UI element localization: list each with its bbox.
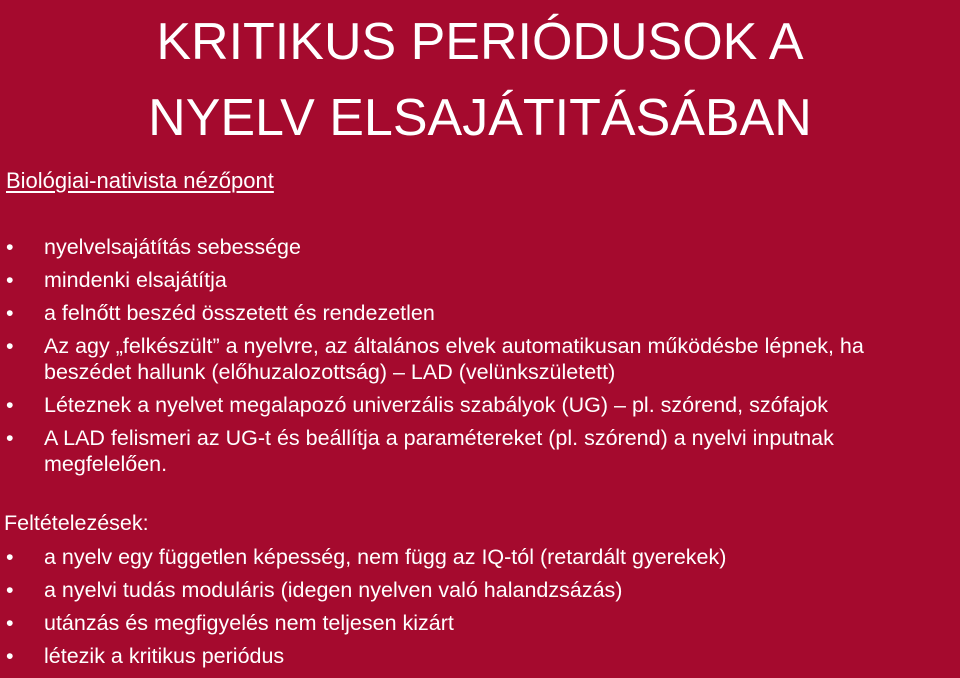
list-item: [0, 234, 960, 260]
bullet-icon: •: [6, 611, 14, 635]
list-item-text: létezik a kritikus periódus: [44, 644, 285, 668]
list-item-text: a nyelv egy független képesség, nem függ az IQ-tól (retardált gyerekek): [44, 545, 727, 569]
list-item: [0, 300, 960, 326]
list-item-text: a nyelvi tudás moduláris (idegen nyelven való halandzsázás): [44, 578, 623, 602]
bullet-icon: •: [6, 393, 14, 417]
bullet-icon: •: [6, 578, 14, 602]
list-item-text: nyelvelsajátítás sebessége: [44, 235, 301, 259]
list-item: [0, 267, 960, 293]
bullet-icon: •: [6, 334, 14, 358]
list-item-text: A LAD felismeri az UG-t és beállítja a paramétereket (pl. szórend) a nyelvi inputnak megfelelően.: [44, 426, 834, 476]
slide-title-line-2: NYELV ELSAJÁTITÁSÁBAN: [148, 89, 812, 147]
slide-title: [0, 4, 960, 156]
bullet-icon: •: [6, 545, 14, 569]
bullet-icon: •: [6, 426, 14, 450]
list-item-text: mindenki elsajátítja: [44, 268, 227, 292]
list-item: [0, 577, 960, 603]
bullet-icon: •: [6, 301, 14, 325]
slide-subtitle: Biológiai-nativista nézőpont: [6, 168, 274, 193]
assumptions-list: [0, 544, 960, 676]
bullet-icon: •: [6, 235, 14, 259]
list-item-text: utánzás és megfigyelés nem teljesen kizárt: [44, 611, 454, 635]
list-item: [0, 544, 960, 570]
assumptions-heading: Feltételezések:: [4, 511, 149, 535]
list-item: [0, 392, 960, 418]
list-item-text: a felnőtt beszéd összetett és rendezetlen: [44, 301, 435, 325]
list-item: [0, 333, 960, 385]
points-list: [0, 234, 960, 484]
list-item-text: Az agy „felkészült” a nyelvre, az általános elvek automatikusan működésbe lépnek, ha beszédet hallunk (előhuzalozottság) – LAD (velünkszületett): [44, 334, 864, 384]
list-item: [0, 610, 960, 636]
list-item-text: Léteznek a nyelvet megalapozó univerzális szabályok (UG) – pl. szórend, szófajok: [44, 393, 828, 417]
bullet-icon: •: [6, 268, 14, 292]
list-item: [0, 643, 960, 669]
bullet-icon: •: [6, 644, 14, 668]
slide-title-line-1: KRITIKUS PERIÓDUSOK A: [156, 13, 804, 71]
list-item: [0, 425, 960, 477]
